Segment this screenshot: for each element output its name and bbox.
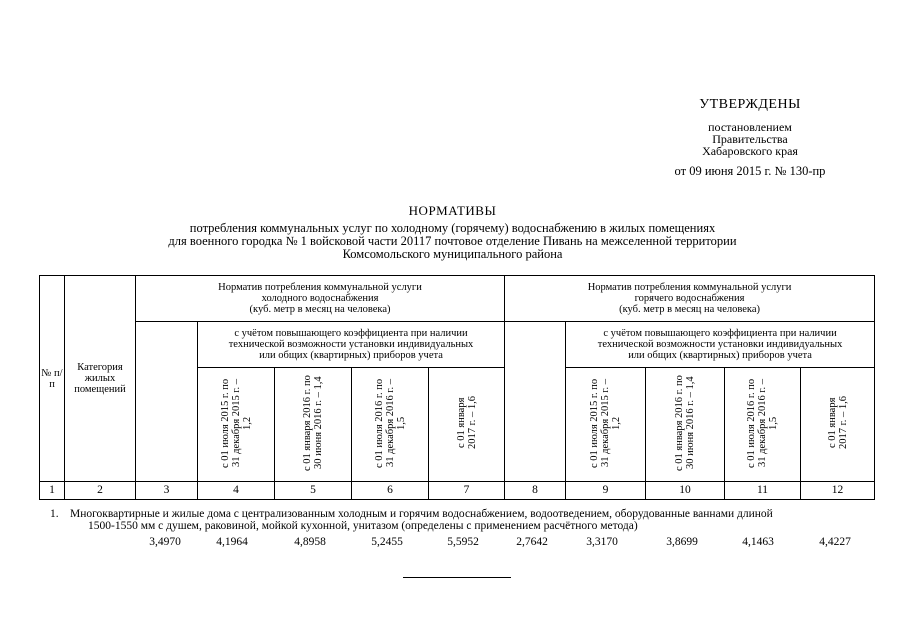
column-number: 3 [136, 482, 198, 500]
header-cold-period: с 01 января 2016 г. по 30 июня 2016 г. – 1,4 [275, 368, 352, 482]
row-number: 1. [50, 508, 59, 520]
column-number: 4 [198, 482, 275, 500]
column-number: 9 [566, 482, 646, 500]
column-number: 2 [65, 482, 136, 500]
header-hot-coefficient: с учётом повышающего коэффициента при наличии технической возможности установки индивидуальных или общих (квартирных) приборов учета [566, 322, 875, 368]
row-description-line: 1500-1550 мм с душем, раковиной, мойкой кухонной, унитазом (определены с применением расчётного метода) [88, 520, 638, 532]
norms-table [39, 275, 875, 500]
value-cell: 2,7642 [516, 536, 548, 548]
value-cell: 5,5952 [447, 536, 479, 548]
header-cold-period: с 01 июля 2015 г. по 31 декабря 2015 г. – 1,2 [198, 368, 275, 482]
column-number: 6 [352, 482, 429, 500]
value-cell: 3,3170 [586, 536, 618, 548]
value-cell: 4,8958 [294, 536, 326, 548]
header-hot-period: с 01 января 2017 г. – 1,6 [801, 368, 875, 482]
value-cell: 4,1964 [216, 536, 248, 548]
header-hot-water: Норматив потребления коммунальной услуги горячего водоснабжения (куб. метр в месяц на человека) [505, 276, 875, 322]
header-number: № п/п [40, 276, 65, 482]
column-number: 8 [505, 482, 566, 500]
document-subtitle-line: для военного городка № 1 войсковой части 20117 почтовое отделение Пивань на межселенной территории [168, 234, 737, 248]
value-cell: 3,8699 [666, 536, 698, 548]
column-number: 1 [40, 482, 65, 500]
header-hot-period: с 01 января 2016 г. по 30 июня 2016 г. – 1,4 [646, 368, 725, 482]
column-number: 10 [646, 482, 725, 500]
value-cell: 4,1463 [742, 536, 774, 548]
approval-line: Правительства [712, 132, 788, 146]
header-category: Категория жилых помещений [65, 276, 136, 482]
column-number: 11 [725, 482, 801, 500]
row-description-line: Многоквартирные и жилые дома с централизованным холодным и горячим водоснабжением, водоотведением, оборудованные ваннами длиной [70, 508, 773, 520]
footer-divider [403, 577, 511, 578]
approval-line: постановлением [708, 120, 792, 134]
header-hot-period: с 01 июля 2016 г. по 31 декабря 2016 г. – 1,5 [725, 368, 801, 482]
document-title: НОРМАТИВЫ [408, 203, 497, 218]
header-cold-period: с 01 января 2017 г. – 1,6 [429, 368, 505, 482]
column-number: 7 [429, 482, 505, 500]
approval-date: от 09 июня 2015 г. № 130-пр [674, 164, 826, 178]
column-number: 5 [275, 482, 352, 500]
document-subtitle-line: Комсомольского муниципального района [342, 247, 563, 261]
document-subtitle-line: потребления коммунальных услуг по холодному (горячему) водоснабжению в жилых помещениях [189, 221, 716, 235]
header-hot-period: с 01 июля 2015 г. по 31 декабря 2015 г. – 1,2 [566, 368, 646, 482]
header-cold-base [136, 322, 198, 482]
header-cold-coefficient: с учётом повышающего коэффициента при наличии технической возможности установки индивидуальных или общих (квартирных) приборов учета [198, 322, 505, 368]
value-cell: 3,4970 [149, 536, 181, 548]
approval-line: Хабаровского края [702, 144, 798, 158]
header-hot-base [505, 322, 566, 482]
column-number: 12 [801, 482, 875, 500]
value-cell: 5,2455 [371, 536, 403, 548]
approval-title: УТВЕРЖДЕНЫ [699, 97, 801, 112]
header-cold-water: Норматив потребления коммунальной услуги холодного водоснабжения (куб. метр в месяц на человека) [136, 276, 505, 322]
value-cell: 4,4227 [819, 536, 851, 548]
header-cold-period: с 01 июля 2016 г. по 31 декабря 2016 г. – 1,5 [352, 368, 429, 482]
